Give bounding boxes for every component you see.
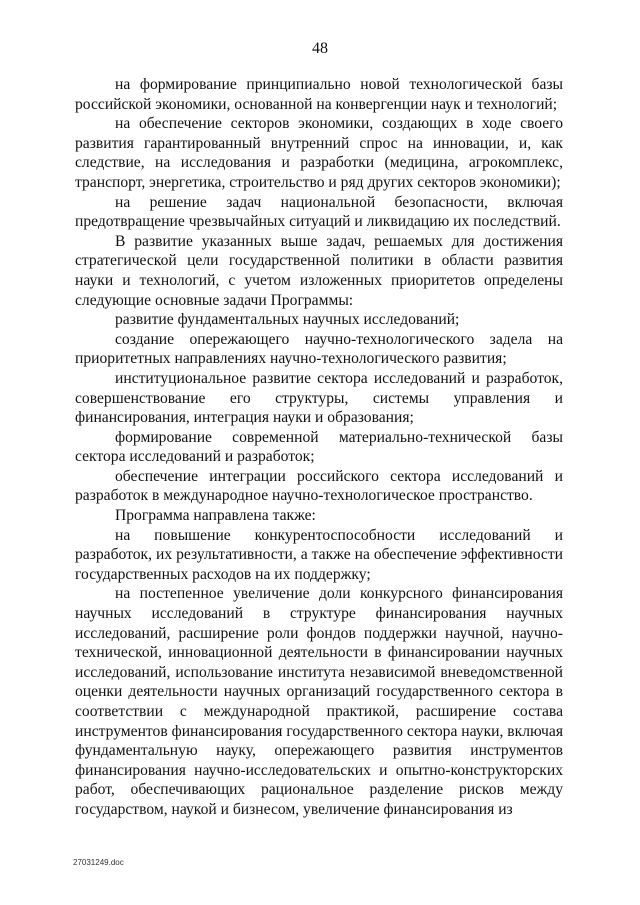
paragraph: на решение задач национальной безопасности, включая предотвращение чрезвычайных ситуаций и ликвидацию их последствий. [75, 193, 563, 231]
paragraph: обеспечение интеграции российского сектора исследований и разработок в международное научно-технологическое пространство. [75, 467, 563, 505]
document-body [75, 75, 563, 820]
paragraph: развитие фундаментальных научных исследований; [115, 311, 460, 329]
paragraph: на формирование принципиально новой технологической базы российской экономики, основанной на конвергенции наук и технологий; [75, 76, 563, 113]
paragraph: Программа направлена также: [115, 507, 316, 525]
page-number: 48 [312, 40, 328, 57]
footer-filename: 27031249.doc [73, 858, 124, 867]
paragraph: на обеспечение секторов экономики, создающих в ходе своего развития гарантированный внутренний спрос на инновации, и, как следствие, на исследования и разработки (медицина, агрокомплекс, транспорт, энергетика, строительство и ряд других секторов экономики); [75, 115, 563, 191]
paragraph: на постепенное увеличение доли конкурсного финансирования научных исследований в структуре финансирования научных исследований, расширение роли фондов поддержки научной, научно-технической, инновационной деятельности в финансировании научных исследований, использование института независимой вневедомственной оценки деятельности научных организаций государственного сектора в соответствии с международной практикой, расширение состава инструментов финансирования государственного сектора науки, включая фундаментальную науку, опережающего развития инструментов финансирования научно-исследовательских и опытно-конструкторских работ, обеспечивающих рациональное разделение рисков между государством, наукой и бизнесом, увеличение финансирования из [75, 585, 563, 818]
paragraph: институциональное развитие сектора исследований и разработок, совершенствование его структуры, системы управления и финансирования, интеграция науки и образования; [75, 369, 563, 427]
paragraph: В развитие указанных выше задач, решаемых для достижения стратегической цели государственной политики в области развития науки и технологий, с учетом изложенных приоритетов определены следующие основные задачи Программы: [75, 232, 563, 309]
paragraph: на повышение конкурентоспособности исследований и разработок, их результативности, а также на обеспечение эффективности государственных расходов на их поддержку; [75, 526, 563, 583]
paragraph: формирование современной материально-технической базы сектора исследований и разработок; [75, 428, 563, 466]
paragraph: создание опережающего научно-технологического задела на приоритетных направлениях научно-технологического развития; [75, 330, 563, 368]
